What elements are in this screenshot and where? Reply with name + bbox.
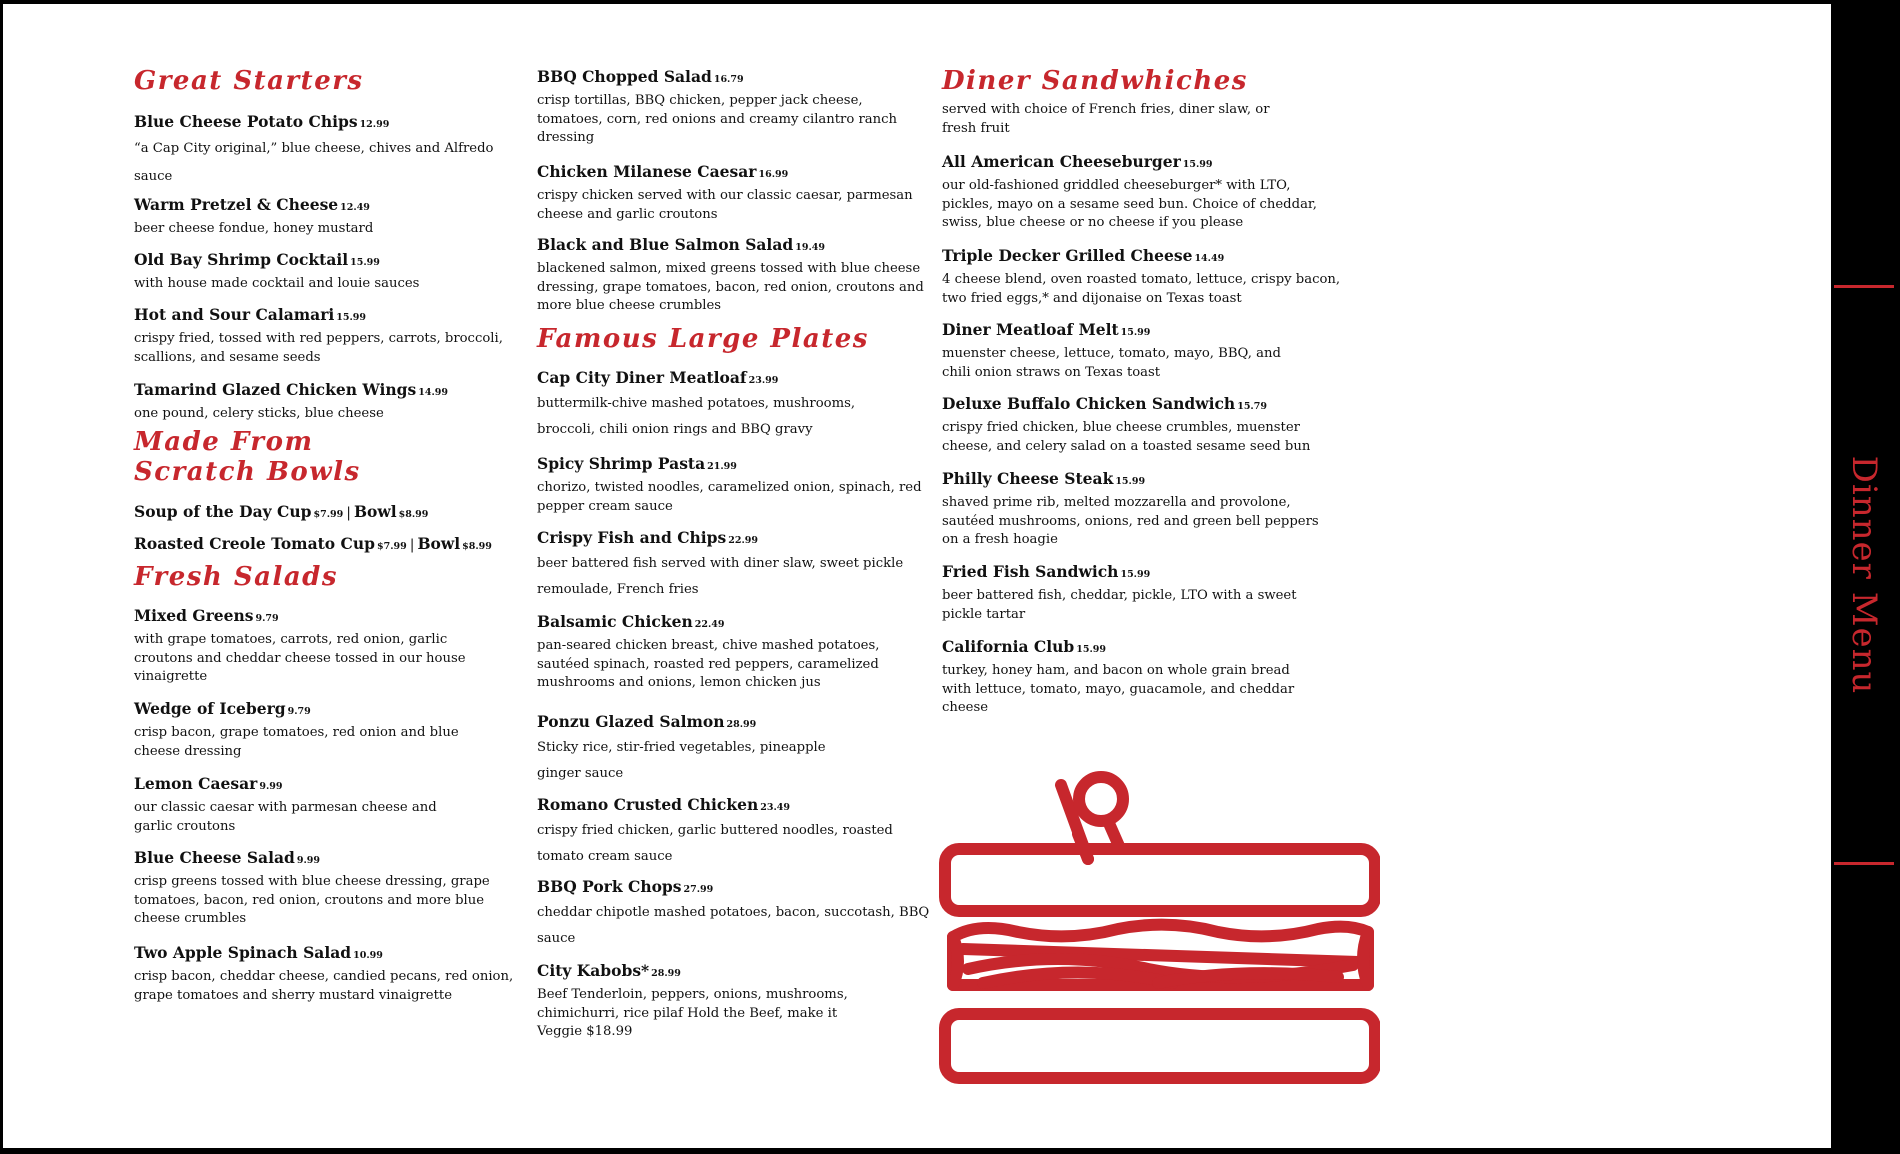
item-price: 16.79 [713, 74, 744, 85]
item-name: Crispy Fish and Chips [537, 528, 727, 547]
item-description: turkey, honey ham, and bacon on whole grain bread with lettuce, tomato, mayo, guacamole, and cheddar cheese [942, 663, 1295, 715]
menu-item [134, 606, 524, 687]
menu-item [942, 246, 1342, 308]
menu-item [942, 637, 1342, 718]
item-name: Deluxe Buffalo Chicken Sandwich [942, 394, 1236, 413]
item-name: Mixed Greens [134, 606, 254, 625]
section-title-fresh-salads: Fresh Salads [134, 562, 338, 592]
item-name: Warm Pretzel & Cheese [134, 195, 339, 214]
item-name: Philly Cheese Steak [942, 469, 1114, 488]
sandwich-icon [938, 737, 1380, 1085]
item-name: Lemon Caesar [134, 774, 258, 793]
item-price: 15.99 [350, 257, 380, 268]
item-description: one pound, celery sticks, blue cheese [134, 406, 384, 421]
item-price: 14.49 [1194, 253, 1225, 264]
menu-item [537, 454, 932, 516]
menu-item [942, 562, 1342, 624]
item-price: $7.99 [313, 509, 344, 520]
item-price: 9.79 [255, 613, 279, 624]
menu-item [942, 320, 1342, 382]
dinner-menu-tab-label: Dinner Menu [1844, 455, 1884, 695]
item-name: Hot and Sour Calamari [134, 305, 335, 324]
menu-item [134, 502, 524, 525]
item-name: Cap City Diner Meatloaf [537, 368, 747, 387]
price-separator: | [409, 537, 415, 553]
item-description: Sticky rice, stir-fried vegetables, pineapple ginger sauce [537, 740, 826, 781]
item-description: muenster cheese, lettuce, tomato, mayo, BBQ, and chili onion straws on Texas toast [942, 346, 1281, 380]
item-name: Wedge of Iceberg [134, 699, 286, 718]
menu-item [134, 534, 524, 557]
item-name: Balsamic Chicken [537, 612, 693, 631]
menu-item [537, 235, 932, 316]
item-description: crisp bacon, cheddar cheese, candied pecans, red onion, grape tomatoes and sherry mustard vinaigrette [134, 969, 514, 1003]
item-description: crispy fried chicken, garlic buttered noodles, roasted tomato cream sauce [537, 823, 893, 864]
item-description: our old-fashioned griddled cheeseburger* with LTO, pickles, mayo on a sesame seed bun. Choice of cheddar, swiss, blue cheese or no cheese if you please [942, 178, 1317, 230]
menu-item [537, 961, 932, 1042]
menu-item [134, 848, 524, 929]
menu-item [537, 162, 932, 224]
item-name: California Club [942, 637, 1075, 656]
item-price: 15.99 [336, 312, 367, 323]
item-name: BBQ Chopped Salad [537, 67, 712, 86]
item-name: Roasted Creole Tomato Cup [134, 534, 375, 553]
menu-item [942, 152, 1342, 233]
item-name: Blue Cheese Salad [134, 848, 295, 867]
menu-item [537, 368, 932, 443]
item-price: 15.79 [1237, 401, 1267, 412]
item-name: Diner Meatloaf Melt [942, 320, 1119, 339]
item-name: All American Cheeseburger [942, 152, 1181, 171]
section-title-great-starters: Great Starters [134, 66, 364, 96]
item-name: Romano Crusted Chicken [537, 795, 759, 814]
menu-item [134, 699, 524, 761]
menu-item [134, 112, 524, 191]
menu-item [134, 250, 524, 294]
item-price: 15.99 [1120, 327, 1151, 338]
item-price: 10.99 [353, 950, 383, 961]
item-price-secondary: $8.99 [398, 509, 429, 520]
menu-item [134, 305, 524, 367]
dinner-menu-tab[interactable] [1834, 285, 1894, 865]
item-description: crisp bacon, grape tomatoes, red onion and blue cheese dressing [134, 725, 459, 759]
menu-item [942, 469, 1342, 550]
menu-item [537, 712, 932, 787]
item-description: 4 cheese blend, oven roasted tomato, lettuce, crispy bacon, two fried eggs,* and dijonaise on Texas toast [942, 272, 1341, 306]
item-description: with grape tomatoes, carrots, red onion, garlic croutons and cheddar cheese tossed in our house vinaigrette [134, 632, 466, 684]
item-price: 12.49 [340, 202, 370, 213]
item-price: 27.99 [683, 884, 714, 895]
item-price: 19.49 [795, 242, 825, 253]
item-description: pan-seared chicken breast, chive mashed potatoes, sautéed spinach, roasted red peppers, caramelized mushrooms and onions, lemon chicken jus [537, 638, 880, 690]
menu-item [537, 612, 932, 693]
item-price: $7.99 [376, 541, 407, 552]
item-name-secondary: Bowl [417, 534, 461, 553]
item-name-secondary: Bowl [353, 502, 397, 521]
section-title-scratch-bowls [134, 427, 361, 487]
item-description: crisp greens tossed with blue cheese dressing, grape tomatoes, bacon, red onion, croutons and more blue cheese crumbles [134, 874, 490, 926]
section-title-diner-sandwiches: Diner Sandwhiches [942, 66, 1248, 96]
item-name: Chicken Milanese Caesar [537, 162, 757, 181]
section-title-line: Made From [134, 427, 314, 457]
item-price: 15.99 [1076, 644, 1107, 655]
section-title-large-plates: Famous Large Plates [537, 324, 869, 354]
item-price: 23.99 [748, 375, 779, 386]
item-name: Tamarind Glazed Chicken Wings [134, 380, 417, 399]
item-description: crispy fried chicken, blue cheese crumbles, muenster cheese, and celery salad on a toasted sesame seed bun [942, 420, 1311, 454]
item-name: Old Bay Shrimp Cocktail [134, 250, 349, 269]
item-price: 14.99 [418, 387, 448, 398]
item-description: beer cheese fondue, honey mustard [134, 221, 374, 236]
item-name: Triple Decker Grilled Cheese [942, 246, 1193, 265]
item-price: 22.49 [694, 619, 725, 630]
item-description: crisp tortillas, BBQ chicken, pepper jack cheese, tomatoes, corn, red onions and creamy cilantro ranch dressing [537, 93, 898, 145]
item-description: Beef Tenderloin, peppers, onions, mushrooms, chimichurri, rice pilaf Hold the Beef, make it Veggie $18.99 [537, 987, 848, 1039]
item-name: BBQ Pork Chops [537, 877, 682, 896]
item-price: 22.99 [728, 535, 758, 546]
item-name: City Kabobs* [537, 961, 650, 980]
item-description: “a Cap City original,” blue cheese, chives and Alfredo sauce [134, 141, 494, 184]
item-price: 9.99 [296, 855, 320, 866]
item-description: blackened salmon, mixed greens tossed with blue cheese dressing, grape tomatoes, bacon, red onion, croutons and more blue cheese crumbles [537, 261, 924, 313]
section-intro: served with choice of French fries, diner slaw, or fresh fruit [942, 102, 1270, 136]
section-title-line: Scratch Bowls [134, 457, 361, 487]
item-price: 15.99 [1182, 159, 1213, 170]
item-price: 23.49 [760, 802, 790, 813]
menu-item [537, 877, 932, 952]
item-name: Two Apple Spinach Salad [134, 943, 352, 962]
item-description: chorizo, twisted noodles, caramelized onion, spinach, red pepper cream sauce [537, 480, 922, 514]
menu-item [537, 795, 932, 870]
item-name: Black and Blue Salmon Salad [537, 235, 794, 254]
price-separator: | [346, 505, 351, 521]
item-price: 15.99 [1120, 569, 1151, 580]
item-name: Blue Cheese Potato Chips [134, 112, 358, 131]
item-description: with house made cocktail and louie sauces [134, 276, 420, 291]
menu-item [134, 943, 524, 1005]
item-description: crispy fried, tossed with red peppers, carrots, broccoli, scallions, and sesame seeds [134, 331, 503, 365]
item-price: 9.99 [259, 781, 283, 792]
menu-item [942, 394, 1342, 456]
menu-item [134, 380, 524, 424]
item-price: 12.99 [359, 119, 390, 130]
item-price: 16.99 [758, 169, 789, 180]
menu-item [134, 195, 524, 239]
item-description: crispy chicken served with our classic caesar, parmesan cheese and garlic croutons [537, 188, 913, 222]
item-name: Fried Fish Sandwich [942, 562, 1119, 581]
item-name: Ponzu Glazed Salmon [537, 712, 725, 731]
menu-item [134, 774, 524, 836]
item-description: shaved prime rib, melted mozzarella and provolone, sautéed mushrooms, onions, red and green bell peppers on a fresh hoagie [942, 495, 1319, 547]
menu-item [537, 528, 932, 603]
item-price: 21.99 [707, 461, 737, 472]
item-price: 28.99 [726, 719, 757, 730]
item-description: our classic caesar with parmesan cheese and garlic croutons [134, 800, 437, 834]
item-price: 28.99 [651, 968, 681, 979]
item-price: 9.79 [287, 706, 311, 717]
item-name: Spicy Shrimp Pasta [537, 454, 706, 473]
item-price-secondary: $8.99 [462, 541, 492, 552]
item-description: buttermilk-chive mashed potatoes, mushrooms, broccoli, chili onion rings and BBQ gravy [537, 396, 856, 437]
menu-item [537, 67, 932, 148]
item-name: Soup of the Day Cup [134, 502, 312, 521]
item-price: 15.99 [1115, 476, 1146, 487]
item-description: beer battered fish served with diner slaw, sweet pickle remoulade, French fries [537, 556, 904, 597]
item-description: beer battered fish, cheddar, pickle, LTO with a sweet pickle tartar [942, 588, 1297, 622]
item-description: cheddar chipotle mashed potatoes, bacon, succotash, BBQ sauce [537, 905, 930, 946]
